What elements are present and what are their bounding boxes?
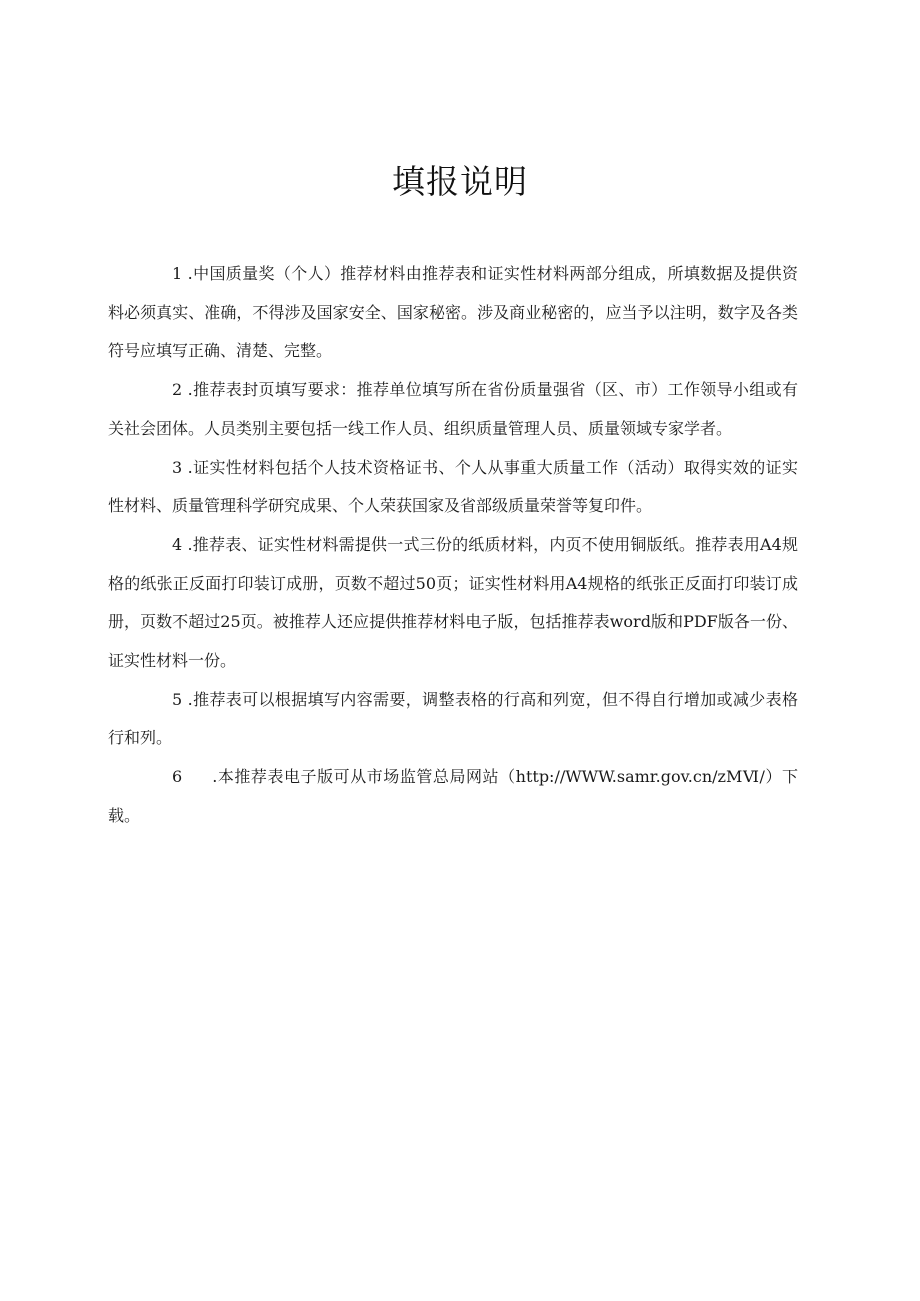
item-text: .中国质量奖（个人）推荐材料由推荐表和证实性材料两部分组成，所填数据及提供资料必须真实、准确，不得涉及国家安全、国家秘密。涉及商业秘密的，应当予以注明，数字及各类符号应填写正确、清楚、完整。 — [108, 264, 798, 361]
item-text: .推荐表、证实性材料需提供一式三份的纸质材料，内页不使用铜版纸。推荐表用A4规格的纸张正反面打印装订成册，页数不超过50页；证实性材料用A4规格的纸张正反面打印装订成册，页数不超过25页。被推荐人还应提供推荐材料电子版，包括推荐表word版和PDF版各一份、证实性材料一份。 — [108, 534, 798, 671]
item-number: 2 — [172, 380, 183, 400]
instructions-list — [108, 255, 798, 836]
item-number: 4 — [172, 534, 183, 554]
instruction-item-2 — [108, 371, 798, 448]
instruction-item-1 — [108, 255, 798, 371]
instruction-item-6 — [108, 758, 798, 835]
item-text: .本推荐表电子版可从市场监管总局网站（http://WWW.samr.gov.cn/zMⅥ/）下载。 — [108, 767, 798, 825]
page-title: 填报说明 — [392, 162, 528, 201]
item-number: 6 — [172, 767, 183, 787]
item-number: 3 — [172, 457, 183, 477]
item-text: .推荐表封页填写要求：推荐单位填写所在省份质量强省（区、市）工作领导小组或有关社会团体。人员类别主要包括一线工作人员、组织质量管理人员、质量领域专家学者。 — [108, 380, 798, 438]
instruction-item-4 — [108, 526, 798, 681]
item-text: .证实性材料包括个人技术资格证书、个人从事重大质量工作（活动）取得实效的证实性材料、质量管理科学研究成果、个人荣获国家及省部级质量荣誉等复印件。 — [108, 457, 798, 516]
instruction-item-5 — [108, 681, 798, 758]
instruction-item-3 — [108, 449, 798, 526]
item-number: 1 — [172, 264, 183, 283]
item-number: 5 — [172, 689, 183, 709]
item-text: .推荐表可以根据填写内容需要，调整表格的行高和列宽，但不得自行增加或减少表格行和列。 — [108, 689, 798, 748]
